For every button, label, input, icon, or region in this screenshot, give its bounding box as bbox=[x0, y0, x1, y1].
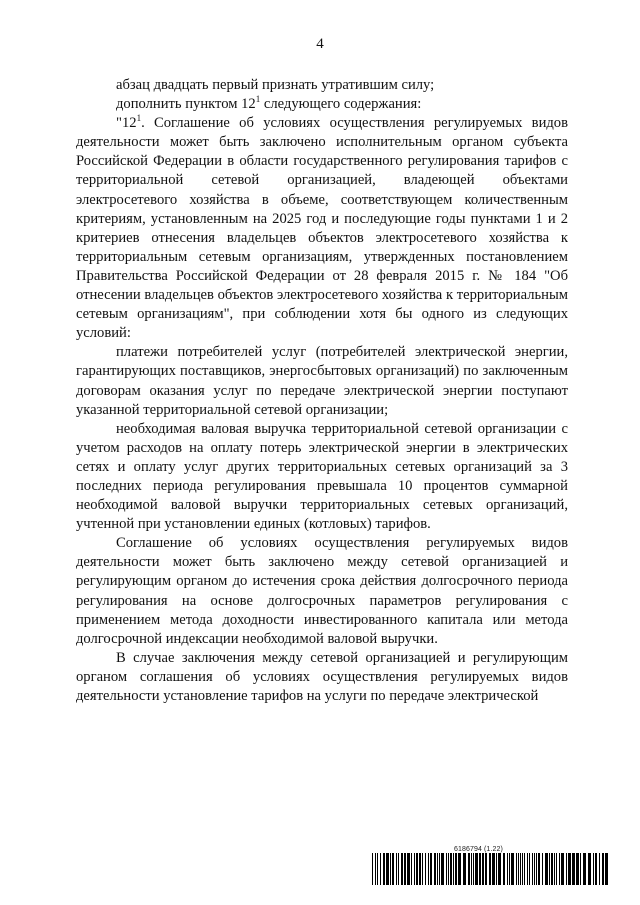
page-number: 4 bbox=[316, 36, 324, 52]
paragraph-agreement-term: Соглашение об условиях осуществления регулируемых видов деятельности может быть заключено между сетевой организацией и регулирующим органом до истечения срока действия долгосрочного периода регулирования на основе долгосрочных параметров регулирования с применением метода доходности инвестированного капитала или метода долгосрочной индексации необходимой валовой выручки. bbox=[76, 535, 568, 647]
paragraph-clause-12-1: "$12^1$. Соглашение об условиях осуществления регулируемых видов деятельности может быть заключено исполнительным органом субъекта Российской Федерации в области государственного регулирования тарифов с территориальной сетевой организацией, владеющей объектами электросетевого хозяйства в объеме, соответствующем количественным критериям, установленным на 2025 год и последующие годы пунктами 1 и 2 критериев отнесения владельцев объектов электросетевого хозяйства к территориальным сетевым организациям, утвержденных постановлением Правительства Российской Федерации от 28 февраля 2015 г. № 184 "Об отнесении владельцев объектов электросетевого хозяйства к территориальным сетевым организациям", при соблюдении хотя бы одного из следующих условий: bbox=[76, 113, 568, 342]
paragraph-amendment-2: дополнить пунктом $12^1$ следующего содержания: bbox=[116, 94, 422, 113]
paragraph-tariff-setting: В случае заключения между сетевой организацией и регулирующим органом соглашения об условиях осуществления регулируемых видов деятельности установление тарифов на услуги по передаче электрической bbox=[76, 649, 568, 704]
paragraph-amendment-1: абзац двадцать первый признать утратившим силу; bbox=[116, 77, 435, 93]
document-code: 6186794 (1.22) bbox=[454, 846, 503, 853]
barcode-image bbox=[372, 853, 608, 885]
paragraph-condition-payments: платежи потребителей услуг (потребителей электрической энергии, гарантирующих поставщиков, энергосбытовых организаций) по заключенным договорам оказания услуг по передаче электрической энергии поступают указанной территориальной сетевой организации; bbox=[76, 344, 568, 418]
paragraph-condition-revenue: необходимая валовая выручка территориальной сетевой организации с учетом расходов на оплату потерь электрической энергии в электрических сетях и оплату услуг других территориальных сетевых организаций за 3 последних периода регулирования превышала 10 процентов суммарной необходимой валовой выручки территориальных сетевых организаций, учтенной при установлении единых (котловых) тарифов. bbox=[76, 420, 568, 533]
document-body bbox=[76, 76, 568, 706]
